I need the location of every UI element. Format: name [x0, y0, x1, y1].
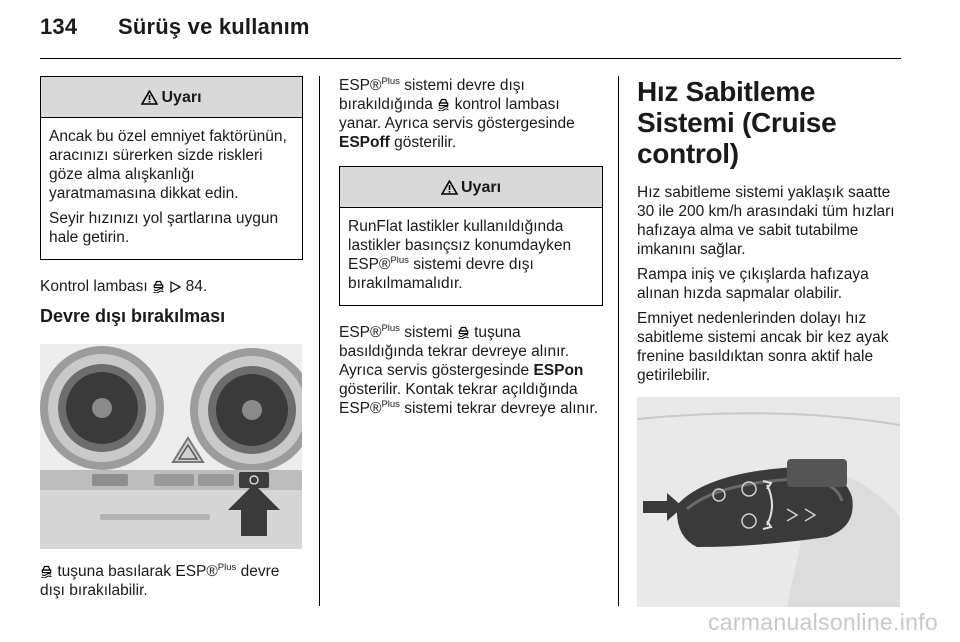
column-3	[637, 76, 902, 607]
p2-sup2: Plus	[381, 399, 400, 410]
dashboard-esp-button-illustration	[40, 344, 302, 549]
p2-text-d: gösterilir. Kontak tekrar açıldığında ESP®	[339, 381, 578, 417]
warning-text-2: Seyir hızınızı yol şartlarına uygun hale getirin.	[49, 210, 279, 246]
page-number: 134	[40, 14, 78, 39]
warning-title: Uyarı	[460, 178, 502, 196]
dashboard-figure	[40, 344, 302, 549]
p1-sup: Plus	[381, 76, 400, 87]
esp-skid-car-icon	[457, 325, 470, 339]
warning-title: Uyarı	[161, 88, 202, 106]
p2-text-b: sistemi	[404, 324, 453, 341]
esp-off-paragraph	[339, 76, 603, 152]
watermark: carmanualsonline.info	[707, 609, 938, 635]
p2-text-e: sistemi tekrar devreye alınır.	[404, 400, 599, 417]
cruise-paragraph-3: Emniyet nedenlerinden dolayı hız sabitleme sistemi ancak bir kez ayak frenine basıldıktan sonra aktif hale getirilebilir.	[637, 310, 889, 384]
cruise-control-title: Hız Sabitleme Sistemi (Cruise control)	[637, 76, 837, 169]
espoff-label: ESPoff	[339, 134, 390, 151]
esp-skid-car-icon	[437, 97, 450, 111]
warning-text-a: RunFlat lastikler kullanıldığında lastikler basınçsız konumdayken ESP®	[348, 218, 572, 273]
espon-label: ESPon	[533, 362, 584, 379]
cruise-lever-figure	[637, 397, 900, 607]
header-rule	[40, 58, 901, 59]
p2-text-c: tuşuna basıldığında tekrar devreye alınır. Ayrıca servis göstergesinde	[339, 324, 570, 379]
section-heading-deactivation: Devre dışı bırakılması	[40, 306, 226, 326]
warning-text	[348, 217, 594, 293]
cruise-control-lever-illustration	[637, 397, 900, 607]
column-divider-2	[618, 76, 619, 606]
warning-header	[41, 77, 302, 118]
p2-text-a: ESP®	[339, 324, 382, 341]
p1-text-c: kontrol lambası yanar. Ayrıca servis göstergesinde	[339, 96, 575, 132]
p1-text-d: gösterilir.	[394, 134, 457, 151]
column-2	[339, 76, 603, 424]
esp-skid-car-icon	[152, 279, 165, 293]
column-divider-1	[319, 76, 320, 606]
warning-body	[41, 118, 302, 259]
indicator-label: Kontrol lambası	[40, 278, 148, 295]
p1-text-b: sistemi devre dışı bırakıldığında	[339, 77, 525, 113]
warning-text-1: Ancak bu özel emniyet faktörünün, aracınızı sürerken sizde riskleri göze alma alışkanlığı yaratmamasına dikkat edin.	[49, 128, 287, 202]
warning-box-2	[339, 166, 603, 306]
indicator-reference	[40, 277, 303, 296]
column-1	[40, 76, 303, 606]
warning-triangle-icon	[141, 90, 158, 105]
cruise-paragraph-2: Rampa iniş ve çıkışlarda hafızaya alınan hızda sapmalar olabilir.	[637, 266, 869, 302]
warning-triangle-icon	[441, 180, 458, 195]
esp-on-paragraph	[339, 323, 603, 418]
p1-text-a: ESP®	[339, 77, 382, 94]
caption-text-a: tuşuna basılarak ESP®	[57, 563, 218, 580]
indicator-page-ref: 84.	[185, 278, 208, 295]
page-header	[40, 14, 310, 40]
esp-caption	[40, 562, 303, 600]
caption-text-b: devre dışı bırakılabilir.	[40, 563, 280, 599]
warning-body	[340, 208, 602, 305]
esp-skid-car-icon	[40, 564, 53, 578]
warning-sup: Plus	[390, 255, 409, 266]
page-reference-triangle-icon	[169, 281, 181, 293]
cruise-paragraph-1: Hız sabitleme sistemi yaklaşık saatte 30 ile 200 km/h arasındaki tüm hızları hafızaya alma ve sabit tutabilme imkanını sağlar.	[637, 184, 895, 258]
p2-sup: Plus	[381, 323, 400, 334]
section-title: Sürüş ve kullanım	[118, 14, 310, 39]
warning-header	[340, 167, 602, 208]
warning-box-1	[40, 76, 303, 260]
caption-sup: Plus	[217, 562, 237, 573]
warning-text-b: sistemi devre dışı bırakılmamalıdır.	[348, 256, 534, 292]
